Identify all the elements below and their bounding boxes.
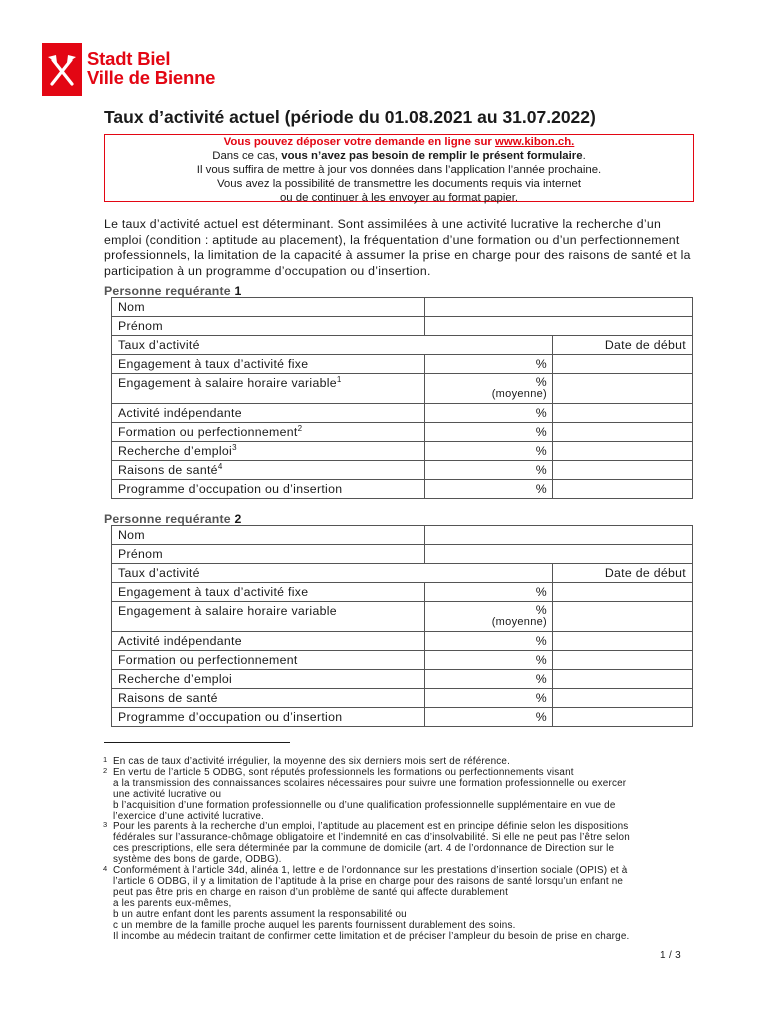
kibon-link[interactable]: www.kibon.ch. [495,136,575,148]
footnote-line: l’article 6 ODBG, il y a limitation de l’aptitude à la prise en charge pour des raisons de santé lorsqu’un enfant ne [113,875,624,887]
table-row [112,404,693,423]
page-number: 1 / 3 [660,950,681,961]
footnote-line: c un membre de la famille proche auquel les parents fournissent durablement des soins. [113,919,516,931]
activity-label: Activité indépendante [112,632,425,651]
footnote-4 [103,866,693,942]
notice-line-3: Il vous suffira de mettre à jour vos données dans l’application l’année prochaine. [196,163,602,176]
table-row [112,602,693,632]
activity-text: Recherche d’emploi [118,444,233,458]
table-row [112,423,693,442]
person-2-heading [104,512,241,526]
notice-text: Vous pouvez déposer votre demande en ligne sur [223,136,495,148]
city-name-german: Stadt Biel [87,48,171,69]
footnote-line: a les parents eux-mêmes, [113,897,232,909]
percent-field[interactable] [425,374,553,404]
intro-paragraph: Le taux d’activité actuel est déterminant. Sont assimilées à une activité lucrative la recherche d’un emploi (condition : aptitude au placement), la fréquentation d’une formation ou d’un perfectionnement professionnels, la limitation de la capacité à assumer la prise en charge pour des raisons de santé et la participation à un programme d’occupation ou d’insertion. [104,217,691,278]
start-date-field[interactable] [553,708,693,727]
date-debut-header: Date de début [553,336,693,355]
table-row [112,651,693,670]
city-name-french: Ville de Bienne [87,67,216,88]
activity-label [112,404,425,423]
activity-label [112,423,425,442]
percent-field[interactable]: % [425,689,553,708]
prenom-field[interactable] [425,545,693,564]
activity-label: Formation ou perfectionnement [112,651,425,670]
person-2-table [111,525,693,727]
percent-field[interactable]: % [425,632,553,651]
footnote-line: b un autre enfant dont les parents assument la responsabilité ou [113,908,407,920]
footnote-3 [103,822,693,866]
notice-text: Dans ce cas, [212,149,282,162]
notice-text: . [582,149,586,162]
activity-text: Programme d’occupation ou d’insertion [118,482,343,496]
footnotes [103,757,693,942]
table-row [112,689,693,708]
taux-label: Taux d’activité [112,336,553,355]
start-date-field[interactable] [553,404,693,423]
page-title: Taux d’activité actuel (période du 01.08.2021 au 31.07.2022) [104,107,596,127]
notice-emphasis: vous n’avez pas besoin de remplir le présent formulaire [281,149,583,162]
footnote-line: fédérales sur l’assurance-chômage obligatoire et l’indemnité en cas d’insolvabilité. Si elle ne peut pas l’être selon [113,832,630,844]
percent-unit: % [535,375,547,389]
start-date-field[interactable] [553,480,693,499]
footnote-line: Conformément à l’article 34d, alinéa 1, lettre e de l’ordonnance sur les prestations d’insertion sociale (OPIS) et à [113,865,628,877]
activity-label [112,355,425,374]
percent-field[interactable]: % [425,651,553,670]
table-row [112,461,693,480]
start-date-field[interactable] [553,442,693,461]
percent-field[interactable]: % [425,583,553,602]
activity-text: Engagement à taux d’activité fixe [118,357,309,371]
table-row [112,442,693,461]
footnote-line: b l’acquisition d’une formation professionnelle ou d’une qualification professionnelle supplémentaire en vue de [113,799,616,811]
footnote-line: une activité lucrative ou [113,788,222,800]
footnote-ref: 1 [336,374,342,384]
percent-field[interactable] [425,602,553,632]
activity-text: Engagement à salaire horaire variable [118,376,337,390]
average-note: (moyenne) [491,616,547,628]
start-date-field[interactable] [553,374,693,404]
activity-label: Engagement à taux d’activité fixe [112,583,425,602]
percent-field[interactable]: % [425,708,553,727]
table-row [112,545,693,564]
person-heading-label: Personne requérante [104,284,231,298]
start-date-field[interactable] [553,689,693,708]
footnote-line: ces prescriptions, elle sera déterminée par la commune de domicile (art. 4 de l’ordonnance de Direction sur le [113,843,615,855]
percent-field[interactable]: % [425,670,553,689]
activity-label [112,374,425,404]
start-date-field[interactable] [553,423,693,442]
footnote-line: a la transmission des connaissances scolaires nécessaires pour suivre une formation professionnelle ou exercer [113,777,627,789]
person-heading-label: Personne requérante [104,512,231,526]
footnote-ref: 3 [232,442,237,452]
footnote-divider [104,742,290,743]
person-1-table [111,297,693,499]
table-row [112,298,693,317]
nom-field[interactable] [425,298,693,317]
table-row [112,317,693,336]
prenom-field[interactable] [425,317,693,336]
footnote-mark: 4 [103,864,108,874]
table-row [112,355,693,374]
footnote-line: Pour les parents à la recherche d’un emploi, l’aptitude au placement est en principe définie selon les dispositions [113,821,629,833]
activity-text: Formation ou perfectionnement [118,425,298,439]
activity-label: Raisons de santé [112,689,425,708]
activity-label: Recherche d’emploi [112,670,425,689]
footnote-line: l’exercice d’une activité lucrative. [113,810,264,822]
percent-field[interactable]: % [425,423,553,442]
nom-field[interactable] [425,526,693,545]
person-number: 2 [234,512,242,526]
online-notice-box [104,134,694,202]
start-date-field[interactable] [553,602,693,632]
prenom-label: Prénom [112,317,425,336]
footnote-ref: 4 [217,461,223,471]
start-date-field[interactable] [553,583,693,602]
footnote-ref: 2 [297,423,303,433]
start-date-field[interactable] [553,461,693,480]
activity-text: Raisons de santé [118,463,218,477]
city-logo [42,43,215,96]
footnote-line: En cas de taux d’activité irrégulier, la moyenne des six derniers mois sert de référence. [113,756,511,767]
start-date-field[interactable] [553,651,693,670]
footnote-mark: 2 [103,765,108,775]
nom-label: Nom [112,298,425,317]
activity-label [112,461,425,480]
footnote-line: système des bons de garde, ODBG). [113,854,282,866]
percent-field[interactable]: % [425,355,553,374]
average-note: (moyenne) [491,388,547,400]
table-row [112,526,693,545]
table-row [112,336,693,355]
table-row [112,708,693,727]
percent-field[interactable]: % [425,442,553,461]
activity-label [112,480,425,499]
footnote-mark: 1 [103,755,108,764]
percent-unit: % [535,603,547,617]
start-date-field[interactable] [553,670,693,689]
footnote-mark: 3 [103,820,108,830]
date-debut-header: Date de début [553,564,693,583]
percent-field[interactable]: % [425,461,553,480]
table-row [112,564,693,583]
prenom-label: Prénom [112,545,425,564]
city-name [87,49,215,87]
activity-label [112,442,425,461]
activity-label: Programme d’occupation ou d’insertion [112,708,425,727]
table-row [112,480,693,499]
table-row [112,374,693,404]
notice-line-1 [105,136,693,150]
person-number: 1 [234,284,242,298]
person-1-heading [104,284,241,298]
start-date-field[interactable] [553,355,693,374]
table-row [112,670,693,689]
footnote-line: En vertu de l’article 5 ODBG, sont réputés professionnels les formations ou perfectionnements visant [113,766,574,778]
notice-line-2 [105,150,693,164]
nom-label: Nom [112,526,425,545]
activity-label: Engagement à salaire horaire variable [112,602,425,632]
percent-field[interactable]: % [425,404,553,423]
table-row [112,583,693,602]
crossed-axes-icon [42,43,82,96]
notice-line-4: Vous avez la possibilité de transmettre les documents requis via internet [216,177,582,190]
activity-text: Activité indépendante [118,406,242,420]
footnote-line: peut pas être pris en charge en raison d’un problème de santé qui affecte durablement [113,886,509,898]
footnote-2 [103,765,693,823]
start-date-field[interactable] [553,632,693,651]
percent-field[interactable]: % [425,480,553,499]
table-row [112,632,693,651]
notice-line-5: ou de continuer à les envoyer au format papier. [279,191,519,204]
taux-label: Taux d’activité [112,564,553,583]
footnote-line: Il incombe au médecin traitant de confirmer cette limitation et de préciser l’ampleur du besoin de prise en charge. [113,930,630,942]
